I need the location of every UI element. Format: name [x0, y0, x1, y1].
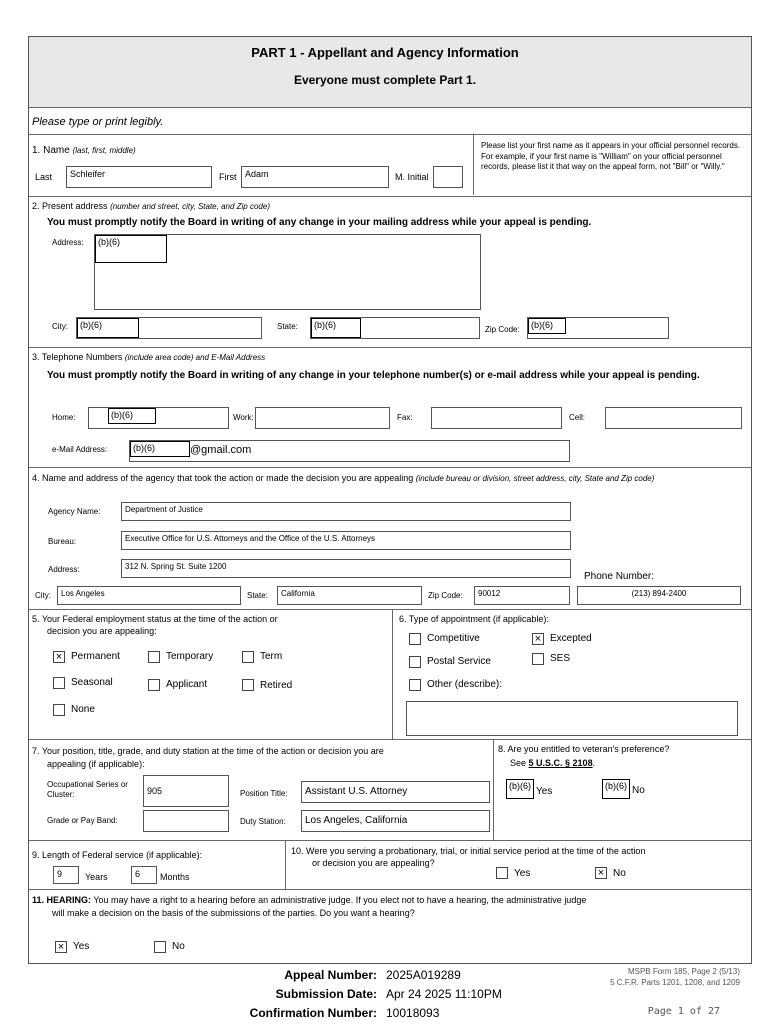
q10-label-line1: 10. Were you serving a probationary, trial, or initial service period at the time of the action — [291, 846, 646, 856]
divider — [29, 467, 751, 468]
agency-city-field[interactable]: Los Angeles — [57, 586, 241, 605]
probation-yes-label: Yes — [514, 868, 531, 879]
other-appointment-field[interactable] — [406, 701, 738, 736]
postal-service-checkbox[interactable] — [409, 656, 421, 668]
months-label: Months — [160, 872, 190, 882]
hearing-yes-checkbox[interactable]: × — [55, 941, 67, 953]
divider — [29, 609, 751, 610]
veteran-no-redaction[interactable]: (b)(6) — [602, 779, 630, 799]
appeal-number-value: 2025A019289 — [386, 968, 461, 982]
excepted-checkbox[interactable]: × — [532, 633, 544, 645]
middle-initial-label: M. Initial — [395, 172, 429, 182]
ses-label: SES — [550, 653, 571, 664]
address-redaction: (b)(6) — [95, 235, 167, 263]
divider — [29, 739, 751, 740]
divider — [285, 841, 286, 889]
zip-label: Zip Code: — [485, 325, 520, 334]
q10-label-line2: or decision you are appealing? — [312, 858, 435, 868]
agency-address-label: Address: — [48, 565, 80, 574]
divider — [29, 889, 751, 890]
q1-label: 1. Name (last, first, middle) — [32, 145, 136, 156]
q5-label-line1: 5. Your Federal employment status at the time of the action or — [32, 614, 278, 624]
term-label: Term — [260, 651, 283, 662]
submission-date-value: Apr 24 2025 11:10PM — [386, 987, 502, 1001]
retired-checkbox[interactable] — [242, 679, 254, 691]
phone-change-notice: You must promptly notify the Board in writing of any change in your telephone number(s) or e-mail address while your appeal is pending. — [47, 370, 700, 381]
address-label: Address: — [52, 238, 84, 247]
phone-number-label: Phone Number: — [584, 571, 655, 582]
retired-label: Retired — [260, 680, 293, 691]
page-indicator: Page 1 of 27 — [647, 1006, 720, 1017]
agency-zip-label: Zip Code: — [428, 591, 463, 600]
competitive-label: Competitive — [427, 633, 480, 644]
applicant-label: Applicant — [166, 679, 208, 690]
q11-label-line1: 11. HEARING: You may have a right to a hearing before an administrative judge. If you elect not to have a hearing, the administrative judge — [32, 895, 587, 905]
name-instruction-note: Please list your first name as it appears in your official personnel records. For example, if your first name is "William" on your official personnel records, please list it that way on the appeal form, not "Bill" or "Willy." — [481, 141, 741, 171]
excepted-label: Excepted — [550, 633, 592, 644]
divider — [29, 107, 751, 108]
occupational-series-field[interactable]: 905 — [143, 775, 229, 807]
state-redaction: (b)(6) — [311, 318, 361, 338]
grade-label: Grade or Pay Band: — [47, 816, 118, 825]
temporary-checkbox[interactable] — [148, 651, 160, 663]
agency-city-label: City: — [35, 591, 51, 600]
zip-redaction: (b)(6) — [528, 318, 566, 334]
city-label: City: — [52, 322, 68, 331]
cfr-citation: 5 C.F.R. Parts 1201, 1208, and 1209 — [610, 978, 740, 987]
q8-see-line: See 5 U.S.C. § 2108. — [510, 758, 596, 768]
veteran-no-label: No — [632, 785, 645, 796]
agency-state-label: State: — [247, 591, 268, 600]
form-identifier: MSPB Form 185, Page 2 (5/13) — [627, 967, 740, 976]
q5-label-line2: decision you are appealing: — [47, 626, 157, 636]
divider — [29, 347, 751, 348]
cell-phone-label: Cell: — [569, 413, 586, 422]
hearing-no-checkbox[interactable] — [154, 941, 166, 953]
duty-station-label: Duty Station: — [240, 817, 286, 826]
agency-state-field[interactable]: California — [277, 586, 422, 605]
agency-zip-field[interactable]: 90012 — [474, 586, 570, 605]
confirmation-number-label: Confirmation Number: — [249, 1006, 377, 1020]
fax-label: Fax: — [397, 413, 413, 422]
q8-label: 8. Are you entitled to veteran's preference? — [498, 744, 670, 754]
fax-field[interactable] — [431, 407, 562, 429]
q9-label: 9. Length of Federal service (if applicable): — [32, 850, 203, 860]
hearing-yes-label: Yes — [73, 941, 90, 952]
q7-label-line2: appealing (if applicable): — [47, 759, 145, 769]
service-months-field[interactable]: 6 — [131, 866, 157, 884]
seasonal-label: Seasonal — [71, 677, 113, 688]
bureau-label: Bureau: — [48, 537, 77, 546]
divider — [473, 135, 474, 195]
address-change-notice: You must promptly notify the Board in writing of any change in your mailing address while your appeal is pending. — [47, 217, 592, 228]
veteran-yes-label: Yes — [536, 786, 553, 797]
ses-checkbox[interactable] — [532, 653, 544, 665]
state-label: State: — [277, 322, 298, 331]
q4-label: 4. Name and address of the agency that took the action or made the decision you are appealing (include bureau or division, street address, city, State and Zip code) — [32, 473, 655, 483]
first-name-field[interactable]: Adam — [241, 166, 389, 188]
none-checkbox[interactable] — [53, 704, 65, 716]
veteran-yes-redaction[interactable]: (b)(6) — [506, 779, 534, 799]
none-label: None — [71, 704, 95, 715]
divider — [29, 840, 751, 841]
other-appointment-checkbox[interactable] — [409, 679, 421, 691]
service-years-field[interactable]: 9 — [53, 866, 79, 884]
probation-yes-checkbox[interactable] — [496, 867, 508, 879]
q7-label-line1: 7. Your position, title, grade, and duty station at the time of the action or decision you are — [32, 746, 384, 756]
divider — [29, 134, 751, 135]
postal-service-label: Postal Service — [427, 656, 491, 667]
divider — [493, 740, 494, 840]
q6-label: 6. Type of appointment (if applicable): — [399, 614, 549, 624]
probation-no-label: No — [613, 868, 626, 879]
last-name-label: Last — [35, 172, 53, 182]
agency-address-field[interactable]: 312 N. Spring St. Suite 1200 — [121, 559, 571, 578]
position-title-label: Position Title: — [240, 789, 288, 798]
part-title: PART 1 - Appellant and Agency Information — [251, 45, 519, 60]
divider — [29, 196, 751, 197]
q11-label-line2: will make a decision on the basis of the submissions of the parties. Do you want a hearing? — [52, 908, 415, 918]
permanent-checkbox[interactable]: × — [53, 651, 65, 663]
cell-phone-field[interactable] — [605, 407, 742, 429]
part-subtitle: Everyone must complete Part 1. — [293, 73, 477, 87]
temporary-label: Temporary — [166, 651, 214, 662]
work-phone-field[interactable] — [255, 407, 390, 429]
applicant-checkbox[interactable] — [148, 679, 160, 691]
home-phone-label: Home: — [52, 413, 76, 422]
position-title-field[interactable]: Assistant U.S. Attorney — [301, 781, 490, 803]
q3-label: 3. Telephone Numbers (include area code) and E-Mail Address — [32, 352, 266, 362]
grade-field[interactable] — [143, 810, 229, 832]
occupational-series-label: Occupational Series or Cluster: — [47, 780, 128, 799]
email-label: e-Mail Address: — [52, 445, 108, 454]
duty-station-field[interactable]: Los Angeles, California — [301, 810, 490, 832]
home-phone-redaction: (b)(6) — [108, 408, 156, 424]
confirmation-number-value: 10018093 — [386, 1006, 440, 1020]
usc-2108-link[interactable]: 5 U.S.C. § 2108 — [528, 758, 593, 768]
other-appointment-label: Other (describe): — [427, 679, 503, 690]
legibility-note: Please type or print legibly. — [32, 116, 164, 128]
middle-initial-field[interactable] — [433, 166, 463, 188]
permanent-label: Permanent — [71, 651, 120, 662]
probation-no-checkbox[interactable]: × — [595, 867, 607, 879]
divider — [392, 610, 393, 739]
term-checkbox[interactable] — [242, 651, 254, 663]
work-phone-label: Work: — [233, 413, 254, 422]
agency-name-field[interactable]: Department of Justice — [121, 502, 571, 521]
last-name-field[interactable]: Schleifer — [66, 166, 212, 188]
bureau-field[interactable]: Executive Office for U.S. Attorneys and the Office of the U.S. Attorneys — [121, 531, 571, 550]
city-redaction: (b)(6) — [77, 318, 139, 338]
hearing-no-label: No — [172, 941, 185, 952]
appeal-number-label: Appeal Number: — [284, 968, 377, 982]
submission-date-label: Submission Date: — [275, 987, 377, 1001]
email-redaction: (b)(6) — [130, 441, 190, 457]
competitive-checkbox[interactable] — [409, 633, 421, 645]
first-name-label: First — [219, 172, 237, 182]
years-label: Years — [85, 872, 108, 882]
q2-label: 2. Present address (number and street, city, State, and Zip code) — [32, 201, 270, 211]
agency-name-label: Agency Name: — [48, 507, 101, 516]
email-domain: @gmail.com — [190, 444, 252, 456]
agency-phone-field[interactable]: (213) 894-2400 — [577, 586, 741, 605]
seasonal-checkbox[interactable] — [53, 677, 65, 689]
